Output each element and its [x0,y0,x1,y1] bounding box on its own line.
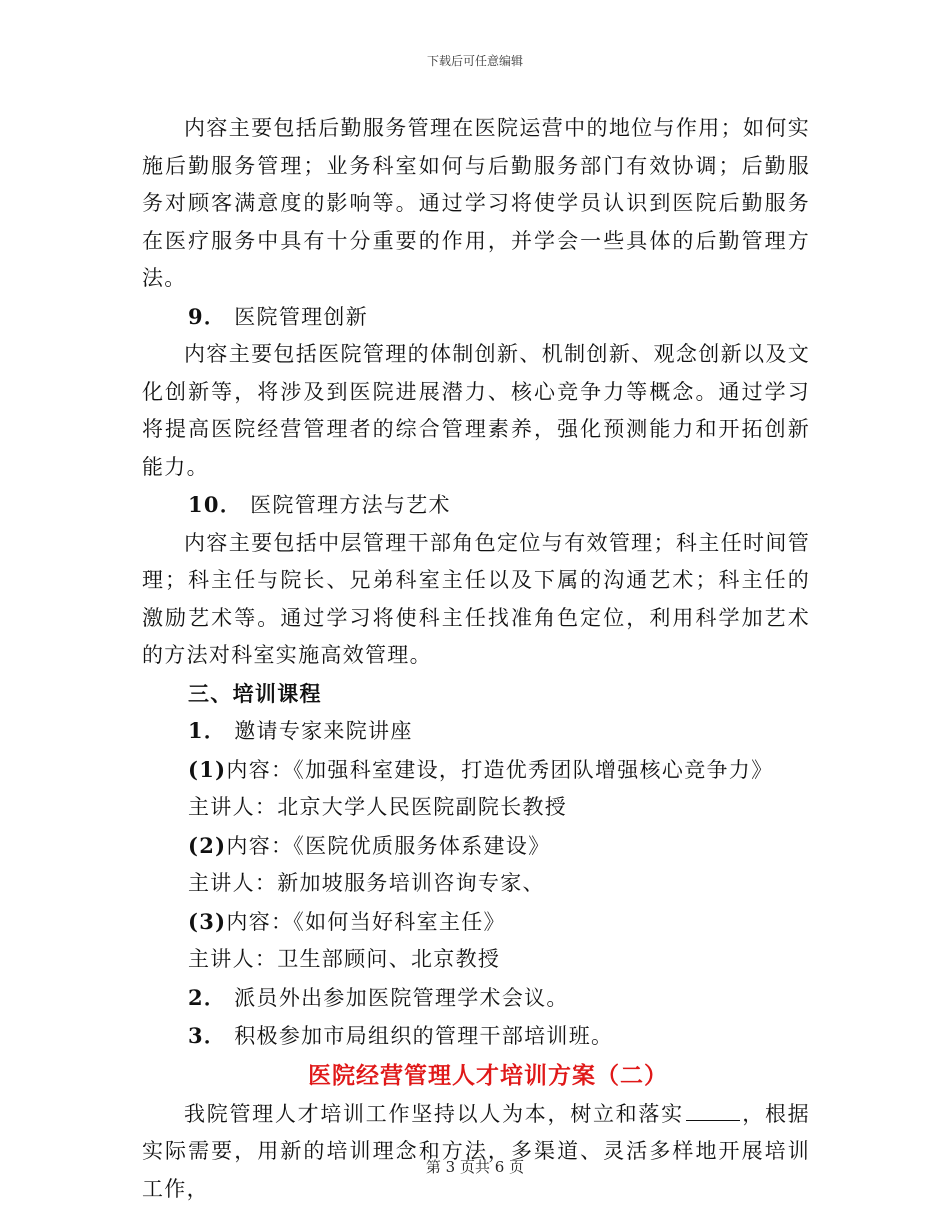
sub-2-title: 派员外出参加医院管理学术会议。 [234,985,569,1010]
sub-2-number: 2． [188,984,227,1010]
item-10-title: 医院管理方法与艺术 [250,493,451,517]
item-10-body: 内容主要包括中层管理干部角色定位与有效管理；科主任时间管理；科主任与院长、兄弟科室主任以及下属的沟通艺术；科主任的激励艺术等。通过学习将使科主任找准角色定位，利用科学加艺术的方法对科室实施高效管理。 [142,530,810,667]
sub-1-title: 邀请专家来院讲座 [234,719,413,743]
item-9-heading [142,298,810,337]
page-header: 下载后可任意编辑 [426,54,523,68]
item-10-number: 10． [188,492,243,517]
item-9-title: 医院管理创新 [234,304,369,329]
part-2-intro-end: ，根据实际需要，用新的培训理念和方法，多渠道、灵活多样地开展培训工作， [142,1101,810,1201]
lecture-2-number: (2) [188,832,227,858]
lecture-2-text: 内容：《医院优质服务体系建设》 [226,833,551,858]
lecture-3-content [142,903,810,942]
section-3-sub-1 [142,712,810,751]
document-body [142,110,810,1208]
item-9-body: 内容主要包括医院管理的体制创新、机制创新、观念创新以及文化创新等，将涉及到医院进展潜力、核心竞争力等概念。通过学习将提高医院经营管理者的综合管理素养，强化预测能力和开拓创新能力。 [142,342,810,479]
part-2-intro-start: 我院管理人才培训工作坚持以人为本，树立和落实 [184,1101,684,1126]
lecture-1-content [142,751,810,790]
lecture-3-number: (3) [188,908,227,934]
lecture-1-number: (1) [188,756,227,782]
lecture-1-speaker: 主讲人：北京大学人民医院副院长教授 [188,795,568,819]
fill-in-blank [686,1102,740,1121]
sub-1-number: 1． [188,718,227,743]
section-3-sub-3 [142,1017,810,1056]
lecture-2-speaker: 主讲人：新加坡服务培训咨询专家、 [188,871,545,895]
part-2-intro [142,1096,810,1209]
section-3-sub-2 [142,979,810,1018]
lecture-2-content [142,827,810,866]
lecture-1-text: 内容：《加强科室建设，打造优秀团队增强核心竞争力》 [226,757,774,782]
page-footer: 第 3 页共 6 页 [425,1158,525,1176]
section-3-heading: 三、培训课程 [188,680,322,706]
item-10-heading [142,486,810,525]
lecture-3-text: 内容：《如何当好科室主任》 [226,909,506,934]
logistics-paragraph: 内容主要包括后勤服务管理在医院运营中的地位与作用；如何实施后勤服务管理；业务科室如何与后勤服务部门有效协调；后勤服务对顾客满意度的影响等。通过学习将使学员认识到医院后勤服务在医疗服务中具有十分重要的作用，并学会一些具体的后勤管理方法。 [142,116,810,290]
part-2-title: 医院经营管理人才培训方案（二） [308,1061,668,1089]
sub-3-number: 3． [188,1023,227,1048]
item-9-number: 9． [188,303,227,329]
lecture-3-speaker: 主讲人：卫生部顾问、北京教授 [188,947,501,971]
sub-3-title: 积极参加市局组织的管理干部培训班。 [234,1024,614,1048]
